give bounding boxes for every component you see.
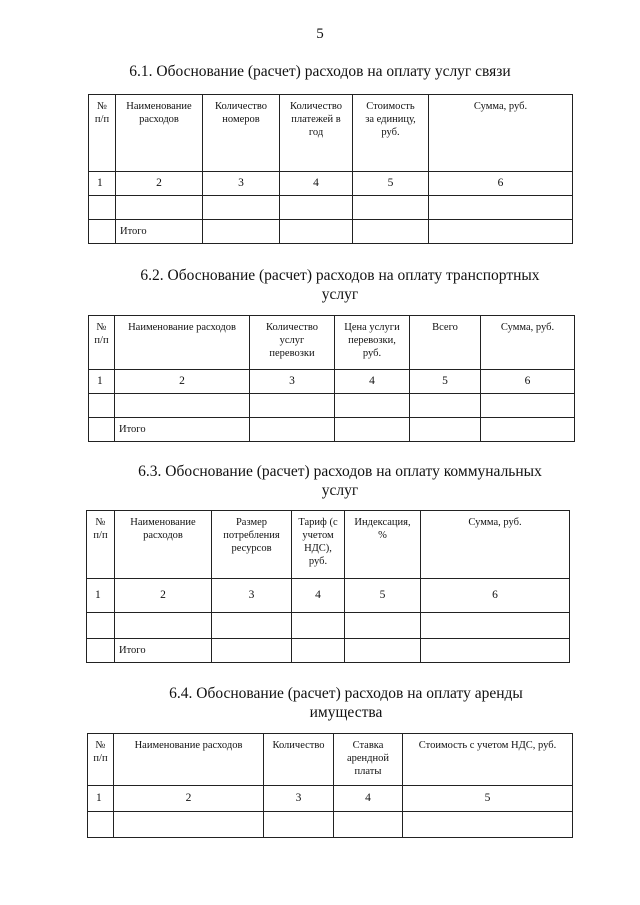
header-expense-name: Наименование расходов [115,511,212,579]
col-number-cell: 3 [212,579,292,613]
header-transport-count: Количество услуг перевозки [250,316,335,370]
col-number-cell: 6 [429,172,573,196]
empty-cell [345,613,421,639]
section-title-6-4: 6.4. Обоснование (расчет) расходов на оплату аренды имущества [169,685,523,721]
table-6-3 [86,510,570,663]
empty-cell [115,613,212,639]
total-label: Итого [115,639,212,663]
header-number: № п/п [88,734,114,786]
col-number-cell: 3 [264,786,334,812]
header-payments-per-year: Количество платежей в год [280,95,353,172]
header-tariff: Тариф (с учетом НДС), руб. [292,511,345,579]
empty-cell [89,418,115,442]
empty-cell [87,613,115,639]
header-consumption: Размер потребления ресурсов [212,511,292,579]
empty-cell [335,394,410,418]
empty-cell [250,394,335,418]
empty-cell [115,394,250,418]
header-unit-cost: Стоимость за единицу, руб. [353,95,429,172]
col-number-cell: 5 [403,786,573,812]
empty-cell [116,196,203,220]
empty-cell [89,394,115,418]
section-title-6-1: 6.1. Обоснование (расчет) расходов на оплату услуг связи [129,63,511,80]
empty-cell [429,220,573,244]
header-expense-name: Наименование расходов [114,734,264,786]
empty-cell [481,394,575,418]
header-rent-rate: Ставка арендной платы [334,734,403,786]
header-cost-with-vat: Стоимость с учетом НДС, руб. [403,734,573,786]
section-title-6-3: 6.3. Обоснование (расчет) расходов на оплату коммунальных услуг [138,463,542,499]
empty-cell [410,418,481,442]
empty-cell [264,812,334,838]
header-indexation: Индексация, % [345,511,421,579]
empty-cell [421,613,570,639]
empty-cell [353,220,429,244]
empty-cell [353,196,429,220]
header-expense-name: Наименование расходов [116,95,203,172]
col-number-cell: 1 [89,172,116,196]
col-number-cell: 2 [115,579,212,613]
col-number-cell: 2 [115,370,250,394]
empty-cell [212,613,292,639]
header-total: Всего [410,316,481,370]
empty-cell [345,639,421,663]
col-number-cell: 5 [410,370,481,394]
empty-cell [89,220,116,244]
empty-cell [334,812,403,838]
col-number-cell: 3 [250,370,335,394]
empty-cell [292,639,345,663]
header-sum: Сумма, руб. [429,95,573,172]
total-label: Итого [115,418,250,442]
table-6-4 [87,733,573,838]
header-number: № п/п [89,95,116,172]
empty-cell [280,196,353,220]
section-title-6-2: 6.2. Обоснование (расчет) расходов на оплату транспортных услуг [140,267,540,303]
empty-cell [335,418,410,442]
col-number-cell: 2 [116,172,203,196]
header-sum: Сумма, руб. [421,511,570,579]
col-number-cell: 4 [334,786,403,812]
header-expense-name: Наименование расходов [115,316,250,370]
header-number: № п/п [89,316,115,370]
header-quantity: Количество [264,734,334,786]
col-number-cell: 4 [335,370,410,394]
table-6-1 [88,94,573,244]
col-number-cell: 4 [280,172,353,196]
empty-cell [250,418,335,442]
empty-cell [421,639,570,663]
empty-cell [114,812,264,838]
header-transport-price: Цена услуги перевозки, руб. [335,316,410,370]
col-number-cell: 1 [87,579,115,613]
empty-cell [292,613,345,639]
table-6-2 [88,315,575,442]
col-number-cell: 1 [88,786,114,812]
col-number-cell: 5 [353,172,429,196]
page-number: 5 [316,26,324,42]
col-number-cell: 2 [114,786,264,812]
total-label: Итого [116,220,203,244]
empty-cell [481,418,575,442]
empty-cell [280,220,353,244]
header-number-count: Количество номеров [203,95,280,172]
empty-cell [212,639,292,663]
empty-cell [203,196,280,220]
empty-cell [429,196,573,220]
empty-cell [203,220,280,244]
empty-cell [87,639,115,663]
col-number-cell: 5 [345,579,421,613]
empty-cell [89,196,116,220]
col-number-cell: 6 [421,579,570,613]
col-number-cell: 3 [203,172,280,196]
empty-cell [88,812,114,838]
empty-cell [403,812,573,838]
header-number: № п/п [87,511,115,579]
empty-cell [410,394,481,418]
col-number-cell: 4 [292,579,345,613]
col-number-cell: 6 [481,370,575,394]
col-number-cell: 1 [89,370,115,394]
header-sum: Сумма, руб. [481,316,575,370]
